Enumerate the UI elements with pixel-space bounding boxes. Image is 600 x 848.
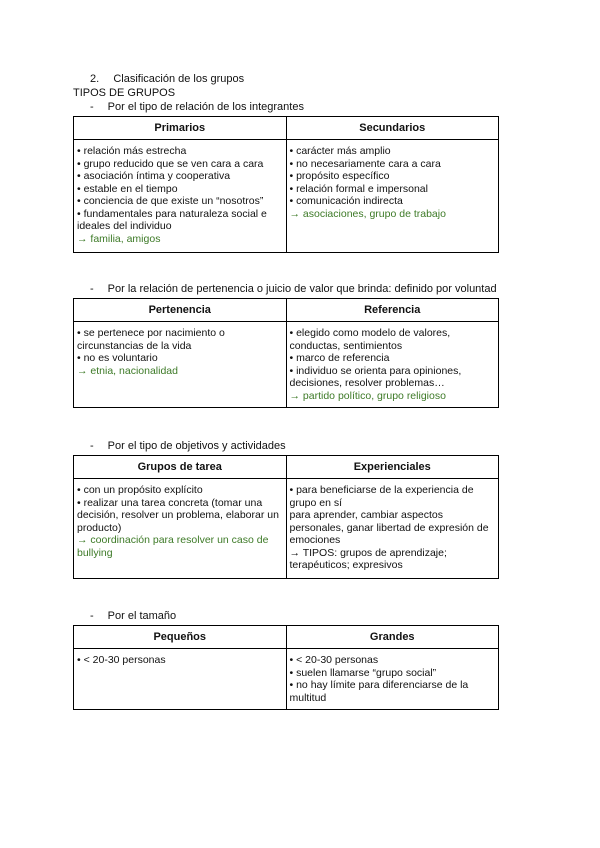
list-item: ideales del individuo [77, 220, 172, 232]
column-header-primarios: Primarios [74, 117, 287, 140]
list-item: para aprender, cambiar aspectos [289, 509, 444, 521]
example-text: bullying [77, 546, 113, 559]
list-item: • estable en el tiempo [77, 182, 178, 195]
list-item: • grupo reducido que se ven cara a cara [77, 157, 264, 170]
cell-referencia [286, 322, 499, 408]
list-item: • < 20-30 personas [289, 654, 379, 666]
table-relacion [73, 116, 499, 253]
list-item: circunstancias de la vida [77, 339, 192, 352]
section-2-title [90, 283, 497, 296]
list-item: • con un propósito explícito [77, 484, 203, 496]
cell-secundarios [286, 140, 499, 253]
heading-number: 2. [90, 73, 100, 85]
cell-pertenencia [74, 322, 287, 408]
list-item: multitud [289, 691, 327, 704]
column-header-experienciales: Experienciales [286, 456, 499, 479]
section-1-title-text: Por el tipo de relación de los integrantes [107, 101, 304, 113]
section-heading [90, 73, 244, 86]
list-item: • asociación íntima y cooperativa [77, 170, 231, 182]
list-item: producto) [77, 521, 122, 534]
section-4-title [90, 610, 176, 623]
example-text: → familia, amigos [77, 232, 161, 245]
list-item: decisión, resolver un problema, elaborar un [77, 509, 279, 521]
dash-bullet: - [90, 283, 94, 295]
list-item: → TIPOS: grupos de aprendizaje; [289, 546, 447, 559]
cell-grupos-de-tarea [74, 479, 287, 579]
dash-bullet: - [90, 610, 94, 622]
cell-grandes [286, 649, 499, 710]
cell-pequenos [74, 649, 287, 710]
table-tamano [73, 625, 499, 710]
column-header-referencia: Referencia [286, 299, 499, 322]
list-item: • comunicación indirecta [289, 195, 403, 207]
dash-bullet: - [90, 440, 94, 452]
list-item: • elegido como modelo de valores, [289, 327, 451, 339]
section-3-title [90, 440, 286, 453]
list-item: emociones [289, 534, 341, 546]
list-item: • individuo se orienta para opiniones, [289, 364, 462, 377]
column-header-pertenencia: Pertenencia [74, 299, 287, 322]
column-header-grupos-de-tarea: Grupos de tarea [74, 456, 287, 479]
list-item: conductas, sentimientos [289, 339, 403, 352]
example-text: → coordinación para resolver un caso de [77, 534, 269, 546]
list-item: personales, ganar libertad de expresión de [289, 521, 489, 534]
table-objetivos [73, 455, 499, 579]
list-item: • para beneficiarse de la experiencia de [289, 484, 474, 496]
list-item: • conciencia de que existe un “nosotros” [77, 195, 264, 207]
list-item: • < 20-30 personas [77, 654, 166, 666]
dash-bullet: - [90, 101, 94, 113]
cell-primarios [74, 140, 287, 253]
list-item: • marco de referencia [289, 352, 390, 364]
list-item: • no necesariamente cara a cara [289, 157, 441, 170]
list-item: • carácter más amplio [289, 145, 391, 157]
list-item: • suelen llamarse “grupo social” [289, 666, 437, 679]
column-header-secundarios: Secundarios [286, 117, 499, 140]
list-item: • no hay límite para diferenciarse de la [289, 679, 469, 691]
column-header-grandes: Grandes [286, 626, 499, 649]
subheading: TIPOS DE GRUPOS [73, 87, 176, 99]
section-3-title-text: Por el tipo de objetivos y actividades [107, 440, 286, 452]
list-item: • fundamentales para naturaleza social e [77, 207, 267, 220]
list-item: • relación más estrecha [77, 145, 187, 157]
section-4-title-text: Por el tamaño [107, 610, 177, 622]
table-pertenencia [73, 298, 499, 408]
cell-experienciales [286, 479, 499, 579]
column-header-pequenos: Pequeños [74, 626, 287, 649]
list-item: • no es voluntario [77, 352, 158, 364]
list-item: • se pertenece por nacimiento o [77, 327, 225, 339]
list-item: terapéuticos; expresivos [289, 559, 403, 571]
example-text: → etnia, nacionalidad [77, 364, 178, 377]
heading-title: Clasificación de los grupos [113, 73, 245, 85]
list-item: • relación formal e impersonal [289, 182, 428, 195]
example-text: → partido político, grupo religioso [289, 389, 446, 402]
list-item: • propósito específico [289, 170, 390, 182]
section-1-title [90, 101, 304, 114]
list-item: decisiones, resolver problemas… [289, 377, 445, 389]
example-text: → asociaciones, grupo de trabajo [289, 207, 446, 220]
list-item: • realizar una tarea concreta (tomar una [77, 496, 263, 509]
list-item: grupo en sí [289, 496, 343, 509]
section-2-title-text: Por la relación de pertenencia o juicio de valor que brinda: definido por voluntad [107, 283, 497, 295]
